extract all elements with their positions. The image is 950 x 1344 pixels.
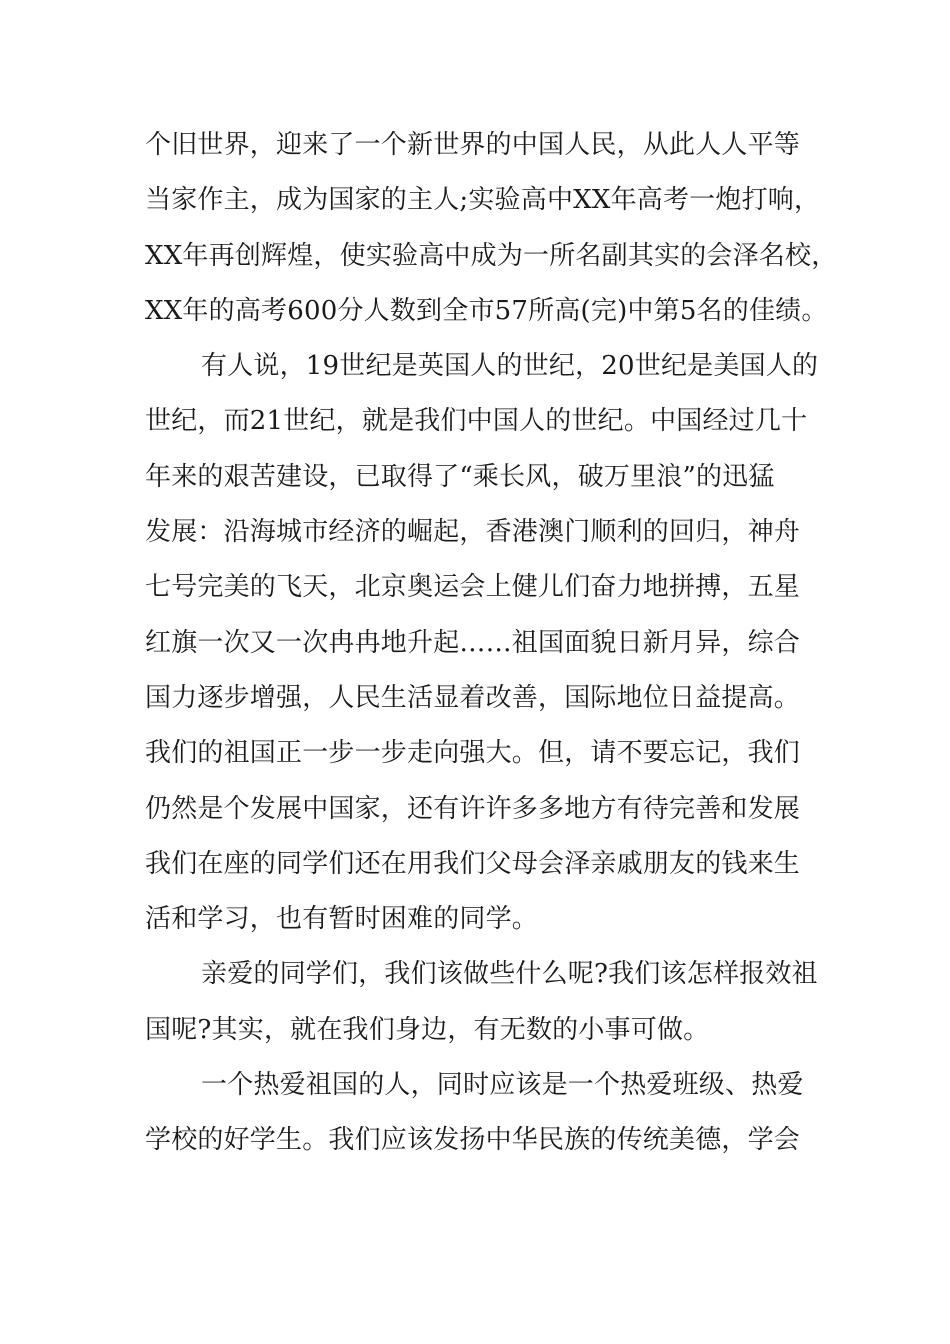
paragraph-question (145, 947, 818, 1058)
text-line: 当家作主，成为国家的主人;实验高中XX年高考一炮打响， (145, 185, 821, 216)
paragraph-continued (145, 118, 838, 339)
text-line: 七号完美的飞天，北京奥运会上健儿们奋力地拼搏，五星 (145, 572, 801, 603)
text-line: 国呢?其实，就在我们身边，有无数的小事可做。 (145, 1014, 710, 1045)
text-line: 国力逐步增强，人民生活显着改善，国际地位日益提高。 (145, 682, 801, 713)
document-body (145, 118, 838, 1169)
text-line: 世纪，而21世纪，就是我们中国人的世纪。中国经过几十 (145, 406, 808, 437)
text-line: XX年的高考600分人数到全市57所高(完)中第5名的佳绩。 (145, 295, 828, 326)
text-line: 亲爱的同学们，我们该做些什么呢?我们该怎样报效祖 (201, 959, 818, 990)
text-line: 活和学习，也有暂时困难的同学。 (145, 904, 539, 935)
text-line: 红旗一次又一次冉冉地升起……祖国面貌日新月异，综合 (145, 627, 801, 658)
text-line: 年来的艰苦建设，已取得了“乘长风，破万里浪”的迅猛 (145, 461, 775, 492)
text-line: 一个热爱祖国的人，同时应该是一个热爱班级、热爱 (201, 1070, 804, 1101)
text-line: 仍然是个发展中国家，还有许许多多地方有待完善和发展 (145, 793, 801, 824)
text-line: 我们的祖国正一步一步走向强大。但，请不要忘记，我们 (145, 738, 801, 769)
text-line: 个旧世界，迎来了一个新世界的中国人民，从此人人平等 (145, 130, 801, 160)
text-line: 发展：沿海城市经济的崛起，香港澳门顺利的回归，神舟 (145, 517, 801, 548)
text-line: 有人说，19世纪是英国人的世纪，20世纪是美国人的 (201, 351, 819, 382)
text-line: 我们在座的同学们还在用我们父母会泽亲戚朋友的钱来生 (145, 848, 801, 879)
text-line: 学校的好学生。我们应该发扬中华民族的传统美德，学会 (145, 1125, 801, 1156)
paragraph-patriot (145, 1058, 810, 1169)
text-line: XX年再创辉煌，使实验高中成为一所名副其实的会泽名校， (145, 240, 838, 271)
paragraph-century (145, 339, 819, 947)
